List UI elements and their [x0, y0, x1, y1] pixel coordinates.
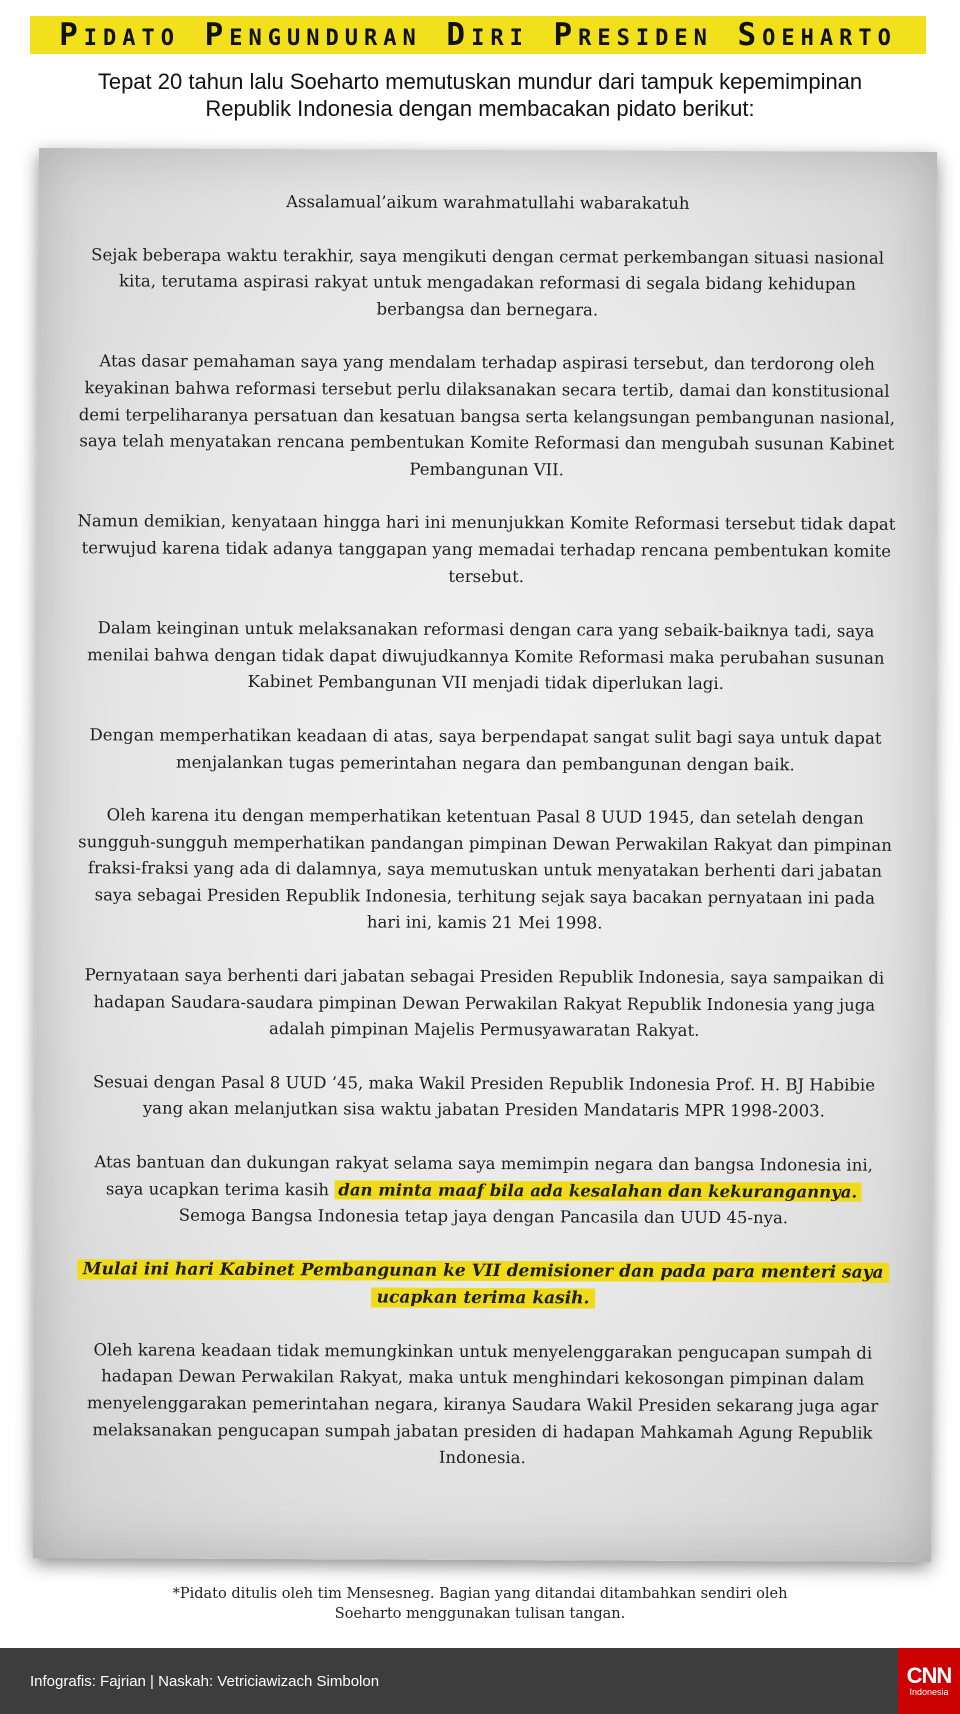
speech-paragraph-8: Sesuai dengan Pasal 8 UUD ’45, maka Wakil Presiden Republik Indonesia Prof. H. BJ Habibie yang akan melanjutkan sisa waktu jabatan Presiden Mandataris MPR 1998-2003.	[92, 1072, 876, 1121]
handwritten-paragraph	[74, 1256, 892, 1314]
footnote-line-1: *Pidato ditulis oleh tim Mensesneg. Bagian yang ditandai ditambahkan sendiri oleh	[172, 1586, 788, 1602]
speech-paragraph-10: Oleh karena keadaan tidak memungkinkan untuk menyelenggarakan pengucapan sumpah di hadapan Dewan Perwakilan Rakyat, maka untuk menghindari kekosongan pimpinan dalam menyelenggarakan pemerintahan negara, kiranya Saudara Wakil Presiden sekarang juga agar melaksanakan pengucapan sumpah jabatan presiden di hadapan Mahkamah Agung Republik Indonesia.	[86, 1340, 879, 1468]
title-banner	[30, 16, 926, 54]
speech-paragraph-9-start: Atas bantuan dan dukungan rakyat selama saya memimpin negara dan bangsa Indonesia ini, saya ucapkan terima kasih	[94, 1152, 873, 1199]
handwritten-highlight-cabinet: Mulai ini hari Kabinet Pembangunan ke VII demisioner dan pada para menteri saya ucapkan terima kasih.	[77, 1259, 890, 1308]
paper-sheet	[33, 148, 937, 1562]
speech-paragraph-5: Dengan memperhatikan keadaan di atas, saya berpendapat sangat sulit bagi saya untuk dapat menjalankan tugas pemerintahan negara dan pembangunan dengan baik.	[89, 725, 882, 774]
footnote	[60, 1584, 900, 1624]
footer-bar	[0, 1648, 960, 1714]
logo-main-text: CNN	[906, 1662, 952, 1688]
speech-paragraph-4: Dalam keinginan untuk melaksanakan reformasi dengan cara yang sebaik-baiknya tadi, saya menilai bahwa dengan tidak dapat diwujudkannya Komite Reformasi maka perubahan susunan Kabinet Pembangunan VII menjadi tidak diperlukan lagi.	[87, 618, 885, 694]
speech-text	[73, 188, 897, 1500]
speech-greeting: Assalamual’aikum warahmatullahi wabarakatuh	[286, 192, 690, 213]
subtitle-line-1: Tepat 20 tahun lalu Soeharto memutuskan mundur dari tampuk kepemimpinan	[97, 69, 863, 94]
speech-paragraph-1: Sejak beberapa waktu terakhir, saya mengikuti dengan cermat perkembangan situasi nasional kita, terutama aspirasi rakyat untuk mengadakan reformasi di segala bidang kehidupan berbangsa dan bernegara.	[91, 244, 885, 320]
handwritten-highlight-apology: dan minta maaf bila ada kesalahan dan kekurangannya.	[334, 1180, 861, 1201]
subtitle	[30, 68, 930, 122]
page-title: Pidato Pengunduran Diri Presiden Soeharto	[59, 17, 897, 53]
speech-paragraph-6: Oleh karena itu dengan memperhatikan ketentuan Pasal 8 UUD 1945, dan setelah dengan sungguh-sungguh memperhatikan pandangan pimpinan Dewan Perwakilan Rakyat dan pimpinan fraksi-fraksi yang ada di dalamnya, saya memutuskan untuk menyatakan berhenti dari jabatan saya sebagai Presiden Republik Indonesia, terhitung sejak saya bacakan pernyataan ini pada hari ini, kamis 21 Mei 1998.	[78, 805, 892, 933]
speech-paragraph-9-end: Semoga Bangsa Indonesia tetap jaya dengan Pancasila dan UUD 45-nya.	[178, 1205, 789, 1228]
footnote-line-2: Soeharto menggunakan tulisan tangan.	[334, 1606, 626, 1622]
speech-paragraph-2: Atas dasar pemahaman saya yang mendalam terhadap aspirasi tersebut, dan terdorong oleh keyakinan bahwa reformasi tersebut perlu dilaksanakan secara tertib, damai dan konstitusional demi terpeliharanya persatuan dan kesatuan bangsa serta kelangsungan pembangunan nasional, saya telah menyatakan rencana pembentukan Komite Reformasi dan mengubah susunan Kabinet Pembangunan VII.	[78, 351, 896, 480]
cnn-indonesia-logo	[898, 1648, 960, 1714]
subtitle-line-2: Republik Indonesia dengan membacakan pidato berikut:	[205, 96, 755, 121]
speech-paragraph-3: Namun demikian, kenyataan hingga hari ini menunjukkan Komite Reformasi tersebut tidak dapat terwujud karena tidak adanya tanggapan yang memadai terhadap rencana pembentukan komite tersebut.	[77, 511, 896, 586]
logo-sub-text: Indonesia	[909, 1686, 949, 1697]
speech-paragraph-9	[74, 1149, 892, 1232]
speech-paragraph-7: Pernyataan saya berhenti dari jabatan sebagai Presiden Republik Indonesia, saya sampaikan di hadapan Saudara-saudara pimpinan Dewan Perwakilan Rakyat Republik Indonesia yang juga adalah pimpinan Majelis Permusyawaratan Rakyat.	[84, 965, 885, 1041]
credits-text: Infografis: Fajrian | Naskah: Vetriciawizach Simbolon	[30, 1672, 380, 1690]
